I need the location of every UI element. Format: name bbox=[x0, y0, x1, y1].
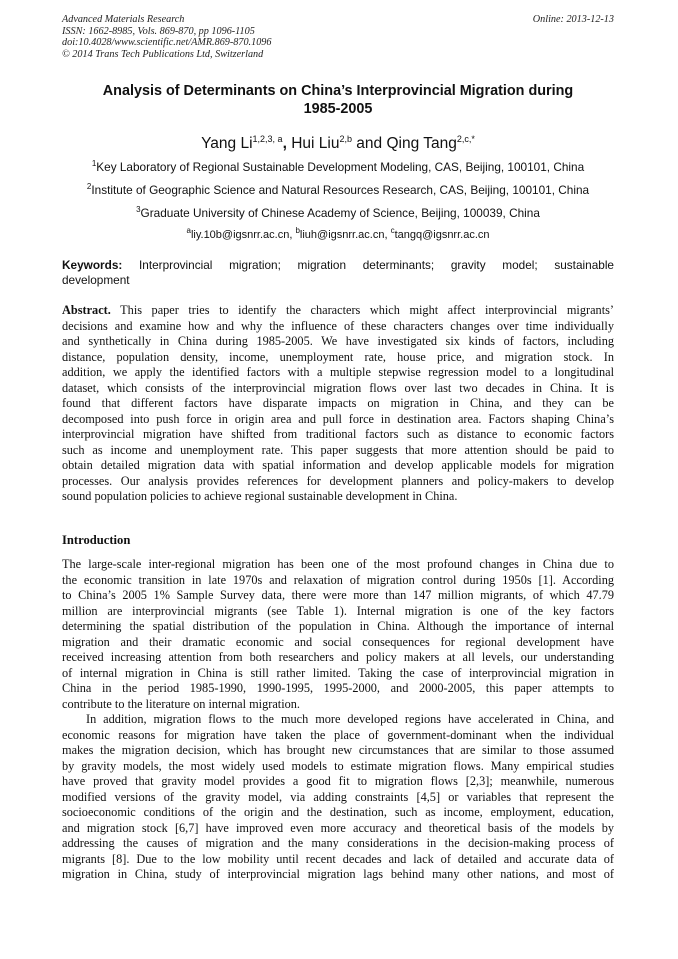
author-separator: , bbox=[282, 135, 292, 152]
intro-line: have proved that gravity model provides a good fit to migration flows [2,3]; meanwhile, numerous bbox=[62, 774, 614, 788]
author-3-affil-text: 2,c, bbox=[456, 134, 472, 144]
author-and: and bbox=[356, 135, 383, 152]
online-date: Online: 2013-12-13 bbox=[532, 14, 614, 25]
author-emails bbox=[62, 224, 614, 242]
intro-line: The large-scale inter-regional migration has been one of the most profound changes in China due to bbox=[62, 557, 614, 571]
affiliation-3-text: Graduate University of Chinese Academy of Science, Beijing, 100039, China bbox=[140, 206, 540, 220]
intro-line: In addition, migration flows to the much more developed regions have accelerated in China, and bbox=[86, 712, 614, 726]
abstract-line: processes. Our analysis provides references for development planners and policy-makers to develop bbox=[62, 473, 614, 488]
intro-line: contribute to the literature on internal migration. bbox=[62, 696, 301, 711]
keywords-text-2: development bbox=[62, 272, 130, 287]
abstract-block bbox=[62, 303, 614, 505]
author-3-name: Qing Tang bbox=[386, 135, 457, 152]
issn-line: ISSN: 1662-8985, Vols. 869-870, pp 1096-1105 bbox=[62, 25, 255, 37]
journal-header bbox=[62, 14, 614, 60]
affiliation-3 bbox=[62, 203, 614, 220]
affiliation-1-sup: 1 bbox=[91, 159, 97, 168]
intro-line: migrants [8]. Due to the low mobility until recent decades and lack of detailed and accurate data of bbox=[62, 851, 614, 866]
abstract-line: dataset, which consists of the interprovincial migration flows over last two decades in China. It is bbox=[62, 380, 614, 395]
affiliation-2-text: Institute of Geographic Science and Natural Resources Research, CAS, Beijing, 100101, China bbox=[91, 183, 590, 197]
intro-line: by gravity models, the most widely used models to estimate migration flows. Many empirical studies bbox=[62, 758, 614, 773]
keywords-text-1: Interprovincial migration; migration determinants; gravity model; sustainable bbox=[138, 258, 614, 272]
intro-line: received increasing attention from both researchers and policy makers at all levels, our understanding bbox=[62, 650, 614, 664]
email-c: tangq@igsnrr.ac.cn bbox=[394, 229, 490, 241]
keywords-line-1 bbox=[62, 258, 614, 273]
abstract-line-text: This paper tries to identify the characters which might affect interprovincial migrants’ bbox=[120, 303, 614, 317]
author-2-affil: 2,b bbox=[339, 134, 352, 144]
abstract-line: found that different factors have disparate impacts on migration in China, and they can be bbox=[62, 396, 614, 410]
abstract-line: decisions and examine how and why the influence of these characters changes over time individually bbox=[62, 318, 614, 333]
email-a: liy.10b@igsnrr.ac.cn, bbox=[190, 229, 293, 241]
author-1-name: Yang Li bbox=[201, 135, 253, 152]
paper-title bbox=[62, 82, 614, 118]
affiliation-3-sup: 3 bbox=[136, 205, 141, 214]
intro-line: the economic transition in late 1970s and relaxation of migration control during 1950s [1]. According bbox=[62, 572, 614, 587]
affiliation-2-sup: 2 bbox=[86, 182, 92, 191]
intro-line: migration and their dramatic economic and social consequences for regional development have bbox=[62, 634, 614, 649]
corresponding-star: * bbox=[471, 134, 475, 144]
intro-line: to China’s 2005 1% Sample Survey data, there were more than 147 million migrants, of which 47.79 bbox=[62, 588, 614, 602]
title-line-2: 1985-2005 bbox=[303, 101, 373, 117]
author-2-name: Hui Liu bbox=[291, 135, 340, 152]
email-a-sup: a bbox=[186, 226, 191, 235]
abstract-line: distance, population density, income, unemployment rate, house price, and migration stock. In bbox=[62, 349, 614, 364]
doi-line: doi:10.4028/www.scientific.net/AMR.869-870.1096 bbox=[62, 37, 272, 48]
keywords-label: Keywords: bbox=[62, 258, 123, 272]
intro-line: and migration stock [6,7] have improved even more accuracy and theoretical basis of the models by bbox=[62, 820, 614, 835]
affiliation-1-text: Key Laboratory of Regional Sustainable Development Modeling, CAS, Beijing, 100101, China bbox=[96, 160, 585, 174]
intro-line: makes the migration decision, which has brought new circumstances that are similar to those assumed bbox=[62, 743, 614, 757]
intro-line: addressing the causes of migration and the many considerations in the decision-making process of bbox=[62, 836, 614, 850]
abstract-line: addition, we apply the identified factors with a multiple stepwise regression model to a longitudinal bbox=[62, 365, 614, 379]
author-1-affil: 1,2,3, a bbox=[252, 134, 283, 144]
email-c-sup: c bbox=[390, 226, 395, 235]
intro-line: million are interprovincial migrants (see Table 1). Internal migration is one of the key factors bbox=[62, 603, 614, 618]
email-b-sup: b bbox=[295, 226, 300, 235]
title-line-1: Analysis of Determinants on China’s Interprovincial Migration during bbox=[102, 83, 574, 99]
abstract-line: obtain detailed migration data with spatial information and develop applicable models for migration bbox=[62, 458, 614, 472]
intro-line: determining the spatial distribution of the population in China. Although the importance of internal bbox=[62, 619, 614, 633]
section-heading-introduction: Introduction bbox=[62, 533, 131, 547]
author-list bbox=[62, 130, 614, 153]
affiliation-1 bbox=[62, 157, 614, 174]
keywords-block bbox=[62, 258, 614, 288]
intro-line: economic reasons for migration have taken the place of government-dominant when the individual bbox=[62, 727, 614, 742]
abstract-line: and synthetically in China during 1985-2005. We have investigated six kinds of factors, including bbox=[62, 334, 614, 348]
intro-line: China in the period 1985-1990, 1990-1995, 1995-2000, and 2000-2005, this paper attempts to bbox=[62, 681, 614, 695]
abstract-line: sound population policies to achieve regional sustainable development in China. bbox=[62, 489, 458, 503]
author-3-affil bbox=[457, 134, 475, 144]
intro-line: of internal migration in China is still rather limited. Taking the case of interprovincial migration in bbox=[62, 665, 614, 680]
intro-line: socioeconomic conditions of the origin and the destination, such as income, employment, education, bbox=[62, 805, 614, 819]
intro-line: migration in China, study of interprovincial migration lags behind many other nations, and most of bbox=[62, 867, 614, 881]
abstract-line bbox=[62, 303, 614, 319]
abstract-label: Abstract. bbox=[62, 303, 111, 317]
intro-line: modified versions of the gravity model, via adding constraints [4,5] or variables that represent the bbox=[62, 789, 614, 804]
email-b: liuh@igsnrr.ac.cn, bbox=[299, 229, 388, 241]
abstract-line: decomposed into push force in origin area and pull force in destination area. Factors shaping China’s bbox=[62, 411, 614, 426]
copyright-line: © 2014 Trans Tech Publications Ltd, Switzerland bbox=[62, 48, 264, 60]
affiliation-2 bbox=[62, 180, 614, 197]
journal-name: Advanced Materials Research bbox=[62, 14, 185, 25]
abstract-line: such as income and unemployment rate. This paper suggests that more attention should be paid to bbox=[62, 442, 614, 457]
introduction-block bbox=[62, 557, 614, 883]
abstract-line: interprovincial migration have shifted from traditional factors such as distance to economic factors bbox=[62, 427, 614, 441]
